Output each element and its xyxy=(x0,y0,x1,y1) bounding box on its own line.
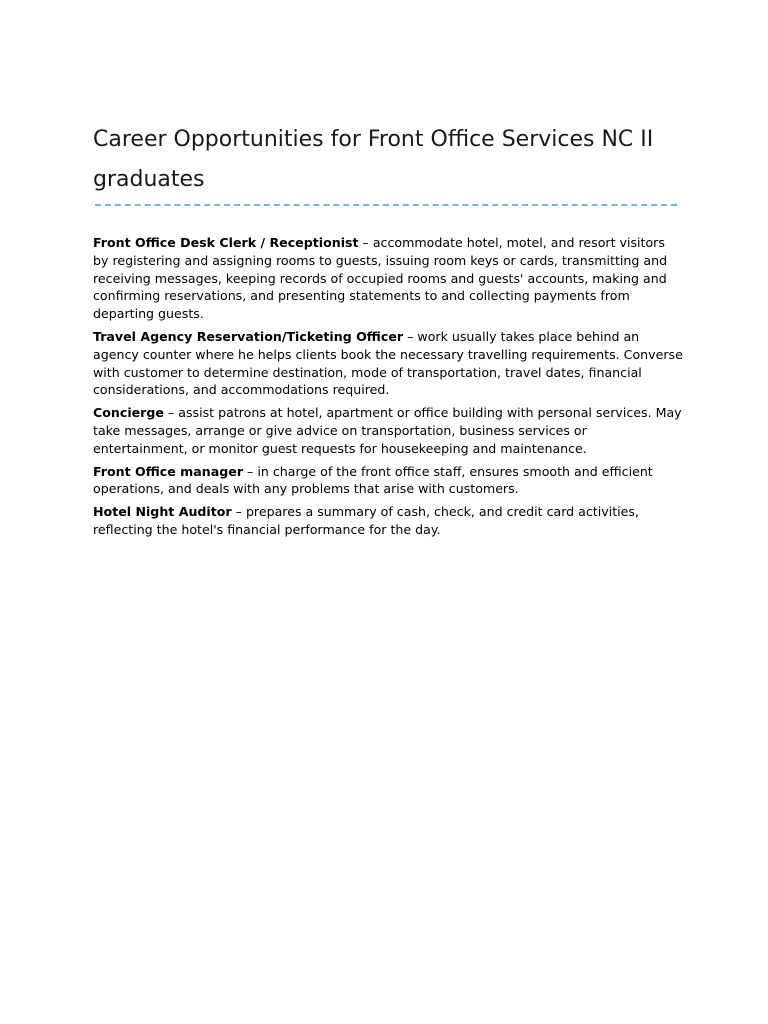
career-separator: – xyxy=(231,504,246,520)
career-separator: – xyxy=(403,328,418,344)
document-title: Career Opportunities for Front Office Services NC II graduates xyxy=(93,127,654,192)
career-entry-front-office-manager xyxy=(93,463,683,499)
career-term: Front Office Desk Clerk / Receptionist xyxy=(93,235,359,250)
career-description: assist patrons at hotel, apartment or office building with personal services. May take messages, arrange or give advice on transportation, business services or entertainment, or monitor guest requests for housekeeping and maintenance. xyxy=(93,405,682,456)
career-entry-concierge xyxy=(93,404,683,457)
career-separator: – xyxy=(163,405,179,421)
career-entry-ticketing-officer xyxy=(93,328,683,399)
career-term: Hotel Night Auditor xyxy=(93,504,232,520)
career-description: work usually takes place behind an agency counter where he helps clients book the necessary travelling requirements. Converse with customer to determine destination, mode of transportation, travel dates, financial considerations, and accommodations required. xyxy=(93,328,683,398)
career-separator: – xyxy=(243,463,258,479)
career-description: accommodate hotel, motel, and resort visitors by registering and assigning rooms to guests, issuing room keys or cards, transmitting and receiving messages, keeping records of occupied rooms and guests' accounts, making and confirming reservations, and presenting statements to and collecting payments from departing guests. xyxy=(93,235,668,322)
career-separator: – xyxy=(358,235,373,250)
career-term: Concierge xyxy=(93,405,164,421)
title-underline-rule xyxy=(95,204,677,206)
career-list xyxy=(93,234,683,544)
career-entry-night-auditor xyxy=(93,503,683,539)
career-entry-receptionist xyxy=(93,234,683,323)
career-description: in charge of the front office staff, ensures smooth and efficient operations, and deals with any problems that arise with customers. xyxy=(93,463,653,497)
career-term: Travel Agency Reservation/Ticketing Officer xyxy=(93,328,404,344)
career-description: prepares a summary of cash, check, and credit card activities, reflecting the hotel's financial performance for the day. xyxy=(93,504,639,537)
career-term: Front Office manager xyxy=(93,463,244,479)
